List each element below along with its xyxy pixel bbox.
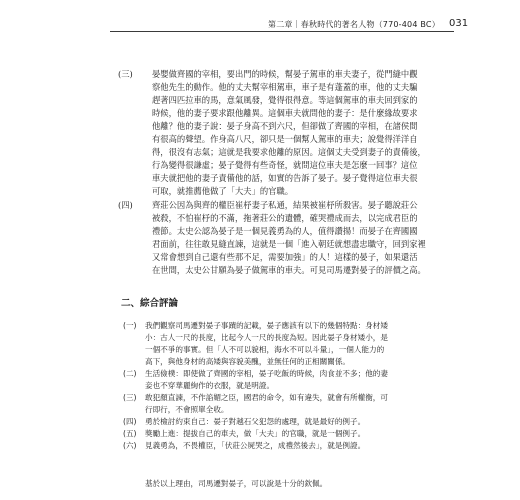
text-line: 敢犯顏直諫，不作諂媚之臣，國君的命令，如有違失，就會有所權衡，可 (145, 393, 388, 402)
text-line: 高下，與他身材的高矮與容貌美醜，並無任何的正相關關係。 (145, 357, 351, 366)
text-line: 見義勇為，不畏權臣，「伏莊公屍哭之，成禮然後去」，就是例證。 (145, 441, 366, 450)
list-item (123, 368, 453, 392)
text-line: 可取，就推薦他做了「大夫」的官職。 (152, 186, 294, 196)
evaluation-list (123, 320, 453, 452)
text-line: 君面前，往往敢見縫直諫，這就是一個「進入朝廷就想盡忠職守，回到家裡 (152, 239, 426, 249)
text-line: 獎勵上進：提拔自己的車夫，做「大夫」的官職，就是一個例子。 (145, 429, 366, 438)
chapter-header: 第二章｜春秋時代的著名人物（770-404 BC） (268, 20, 440, 29)
item-number: (四) (123, 417, 137, 426)
text-line: 勇於檢討約束自己：晏子對越石父犯怨的處理，就是最好的例子。 (145, 417, 366, 426)
paragraph-number: (四) (118, 200, 133, 210)
list-item (123, 440, 453, 452)
paragraph-number: (三) (118, 69, 133, 79)
text-line: 一個不爭的事實。但「人不可以貌相，海水不可以斗量」，一個人能力的 (145, 345, 385, 354)
text-line: 察他先生的動作。他的丈夫幫宰相駕車，車子是有蓬蓋的車，他的丈夫騙 (152, 82, 418, 92)
item-number: (五) (123, 429, 137, 438)
paragraph-3 (118, 68, 453, 198)
header-rule (110, 31, 454, 32)
text-line: 行為變得很謙虛；晏子覺得有些奇怪，就問這位車夫是怎麼一回事？這位 (152, 160, 418, 170)
text-line: 得，很沒有志氣；這就是我要求他離的原因。這個丈夫受到妻子的責備後， (152, 147, 426, 157)
text-line: 趕著四匹拉車的馬，意氣風發，覺得很得意。等這個駕車的車夫回到家的 (152, 95, 418, 105)
text-line: 被殺，不怕崔杼的不滿，拖著莊公的遺體，確哭禮成而去，以完成君臣的 (152, 213, 418, 223)
text-line: 車夫就把他的妻子責備他的話，如實的告訴了晏子。晏子覺得這位車夫很 (152, 173, 418, 183)
text-line: 我們觀察司馬遷對晏子事蹟的記載，晏子應該有以下的幾個特點：身材矮 (145, 321, 388, 330)
text-line: 在世間，太史公甘願為晏子做駕車的車夫。可見司馬遷對晏子的評價之高。 (152, 265, 426, 275)
list-item (123, 416, 453, 428)
text-line: 行即行，不會照單全收。 (145, 405, 229, 414)
section-title: 二、綜合評論 (121, 298, 179, 309)
text-line: 時候，他的妻子要求跟他離異。這個車夫就問他的妻子：是什麼緣故要求 (152, 108, 418, 118)
text-line: 他離？他的妻子說：晏子身高不到六尺，但卻做了齊國的宰相，在諸侯間 (152, 121, 418, 131)
text-line: 有很高的聲望。作身高八尺，卻只是一個幫人駕車的車夫；說覺得洋洋自 (152, 134, 418, 144)
list-item (123, 392, 453, 416)
text-line: 晏嬰做齊國的宰相，要出門的時候，幫晏子駕車的車夫妻子，從門縫中觀 (152, 69, 418, 79)
list-item (123, 428, 453, 440)
item-number: (一) (123, 321, 137, 330)
item-number: (三) (123, 393, 137, 402)
text-line: 生活儉樸：即使做了齊國的宰相，晏子吃飯的時候，肉食並不多；他的妻 (145, 369, 388, 378)
text-line: 妾也不穿華麗絢作的衣服，就是明證。 (145, 381, 275, 390)
text-line: 又常會想到自己還有些那不足，需要加強」的人！這樣的晏子，如果還活 (152, 252, 418, 262)
text-line: 禮節。太史公認為晏子是一個見義勇為的人，值得讚揚！而晏子在齊國國 (152, 226, 418, 236)
page-number: 031 (449, 18, 469, 29)
text-line: 小：古人一尺的長度，比起今人一尺的長度為短。因此晏子身材矮小，是 (145, 333, 388, 342)
item-number: (六) (123, 441, 137, 450)
paragraph-4 (118, 199, 453, 277)
list-item (123, 320, 453, 368)
text-line: 齊莊公因為與齊的權臣崔杼妻子私通，結果被崔杼所殺害。晏子聽說莊公 (152, 200, 418, 210)
conclusion: 基於以上理由，司馬遷對晏子，可以說是十分的欽佩。 (145, 479, 328, 488)
item-number: (二) (123, 369, 137, 378)
